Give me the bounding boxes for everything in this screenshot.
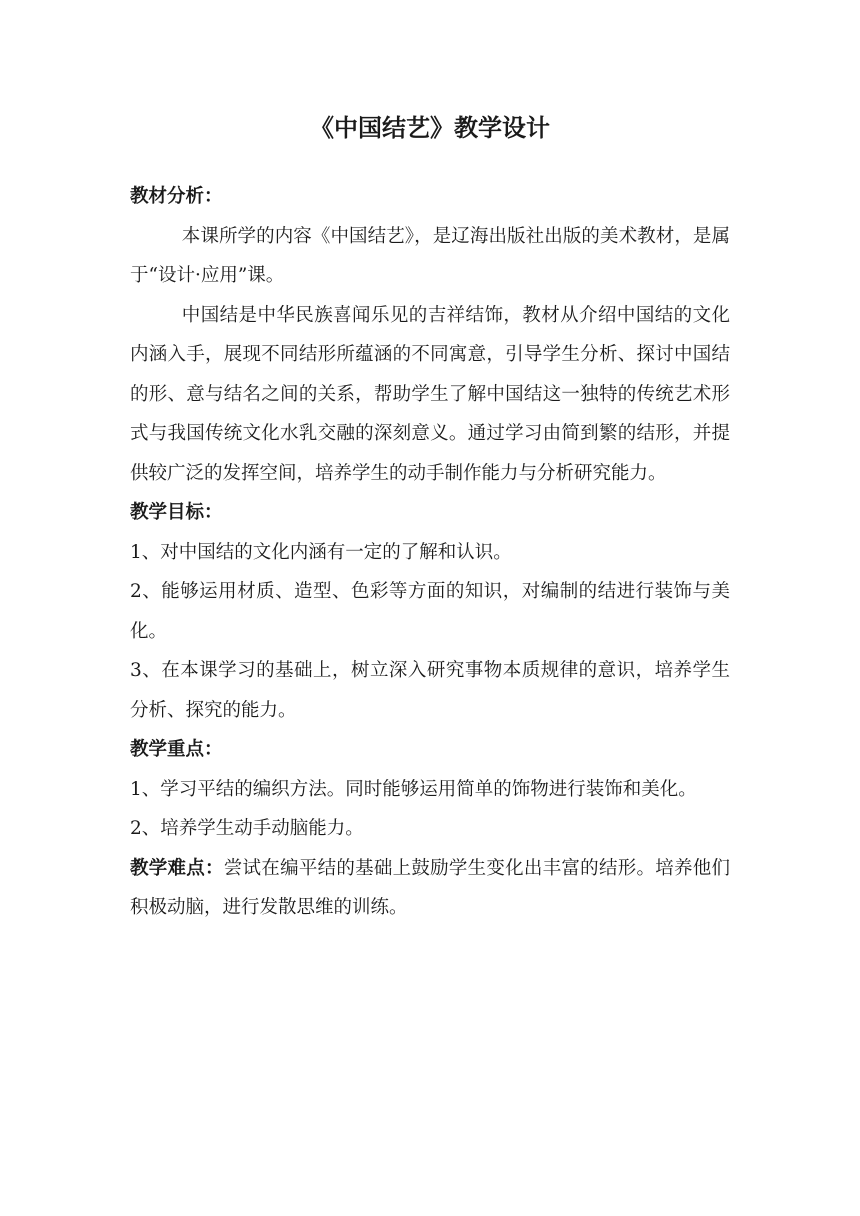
section-heading-analysis: 教材分析： — [130, 186, 223, 207]
section-heading-goals: 教学目标： — [130, 502, 223, 523]
document-body — [130, 177, 730, 928]
goal-item-1: 1、对中国结的文化内涵有一定的了解和认识。 — [130, 541, 512, 563]
key-point-item-1: 1、学习平结的编织方法。同时能够运用简单的饰物进行装饰和美化。 — [130, 778, 697, 800]
analysis-paragraph-1: 本课所学的内容《中国结艺》，是辽海出版社出版的美术教材，是属于“设计·应用”课。 — [130, 225, 730, 286]
difficulty-text: 尝试在编平结的基础上鼓励学生变化出丰富的结形。培养他们积极动脑，进行发散思维的训练。 — [130, 857, 730, 918]
goal-item-3: 3、在本课学习的基础上，树立深入研究事物本质规律的意识，培养学生分析、探究的能力。 — [130, 660, 730, 721]
section-heading-difficulty: 教学难点： — [130, 857, 224, 879]
key-point-item-2: 2、培养学生动手动脑能力。 — [130, 818, 364, 839]
document-title: 《中国结艺》教学设计 — [310, 114, 550, 142]
goal-item-2: 2、能够运用材质、造型、色彩等方面的知识，对编制的结进行装饰与美化。 — [130, 581, 730, 642]
difficulty-paragraph — [130, 849, 730, 928]
section-heading-key-points: 教学重点： — [130, 739, 223, 760]
analysis-paragraph-2: 中国结是中华民族喜闻乐见的吉祥结饰，教材从介绍中国结的文化内涵入手，展现不同结形所蕴涵的不同寓意，引导学生分析、探讨中国结的形、意与结名之间的关系，帮助学生了解中国结这一独特的传统艺术形式与我国传统文化水乳交融的深刻意义。通过学习由简到繁的结形，并提供较广泛的发挥空间，培养学生的动手制作能力与分析研究能力。 — [130, 304, 730, 484]
